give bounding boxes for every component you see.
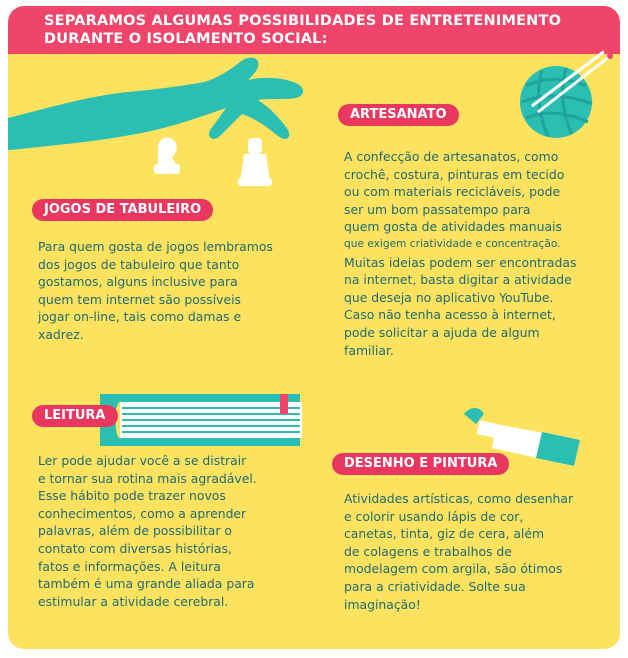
text-line: e colorir usando lápis de cor, [344,508,524,524]
yarn-ball-icon [508,50,612,140]
text-line: imaginação! [344,596,421,612]
text-line: de colagens e trabalhos de [344,543,512,559]
text-line: que exigem criatividade e concentração. [344,237,561,250]
text-line: A confecção de artesanatos, como [344,149,559,164]
text-line: pode solicitar a ajuda de algum [344,324,540,340]
hand-chess-icon [8,46,308,196]
text-line: também é uma grande aliada para [38,576,255,592]
chess-knight-icon [154,137,180,174]
book-icon [100,388,312,450]
tag-jogos-de-tabuleiro: JOGOS DE TABULEIRO [32,199,213,221]
desenho-text [344,490,573,613]
text-line: ser um bom passatempo para [344,201,531,217]
text-line: gostamos, alguns inclusive para [38,274,238,290]
tag-desenho-e-pintura: DESENHO E PINTURA [332,453,509,475]
text-line: conhecimentos, como a aprender [38,505,247,521]
text-line: Ler pode ajudar você a se distrair [38,453,247,468]
artesanato-text [344,148,576,359]
infographic-card [8,6,620,649]
text-line: xadrez. [38,326,84,342]
text-line: Atividades artísticas, como desenhar [344,491,574,506]
text-line: dos jogos de tabuleiro que tanto [38,256,240,272]
text-line: Para quem gosta de jogos lembramos [38,239,273,254]
text-line: e tornar sua rotina mais agradável. [38,470,257,486]
text-line: contato com diversas histórias, [38,540,232,556]
text-line: na internet, basta digitar a atividade [344,272,572,288]
text-line: estimular a atividade cerebral. [38,593,229,609]
jogos-text [38,238,273,344]
header-title-line-2: DURANTE O ISOLAMENTO SOCIAL: [44,31,328,47]
text-line: familiar. [344,342,394,358]
chess-pawn-icon [238,138,272,186]
text-line: crochê, costura, pinturas em tecido [344,166,565,182]
header-title-line-1: SEPARAMOS ALGUMAS POSSIBILIDADES DE ENTRETENIMENTO [44,13,562,29]
leitura-text [38,452,257,610]
text-line: Esse hábito pode trazer novos [38,488,226,504]
text-line: que deseja no aplicativo YouTube. [344,289,554,305]
text-line: Muitas ideias podem ser encontradas [344,254,577,270]
text-line: quem gosta de atividades manuais [344,219,562,235]
text-line: fatos e informações. A leitura [38,558,221,574]
text-line: Caso não tenha acesso à internet, [344,307,556,323]
tag-leitura: LEITURA [32,405,118,427]
text-line: modelagem com argila, são ótimos [344,561,563,577]
text-line: quem tem internet são possíveis [38,291,241,307]
text-line: para a criatividade. Solte sua [344,578,526,594]
tag-artesanato: ARTESANATO [338,104,459,126]
text-line: ou com materiais recicláveis, pode [344,184,561,200]
text-line: palavras, além de possibilitar o [38,523,232,539]
text-line: canetas, tinta, giz de cera, além [344,526,545,542]
text-line: jogar on-line, tais como damas e [38,309,242,325]
